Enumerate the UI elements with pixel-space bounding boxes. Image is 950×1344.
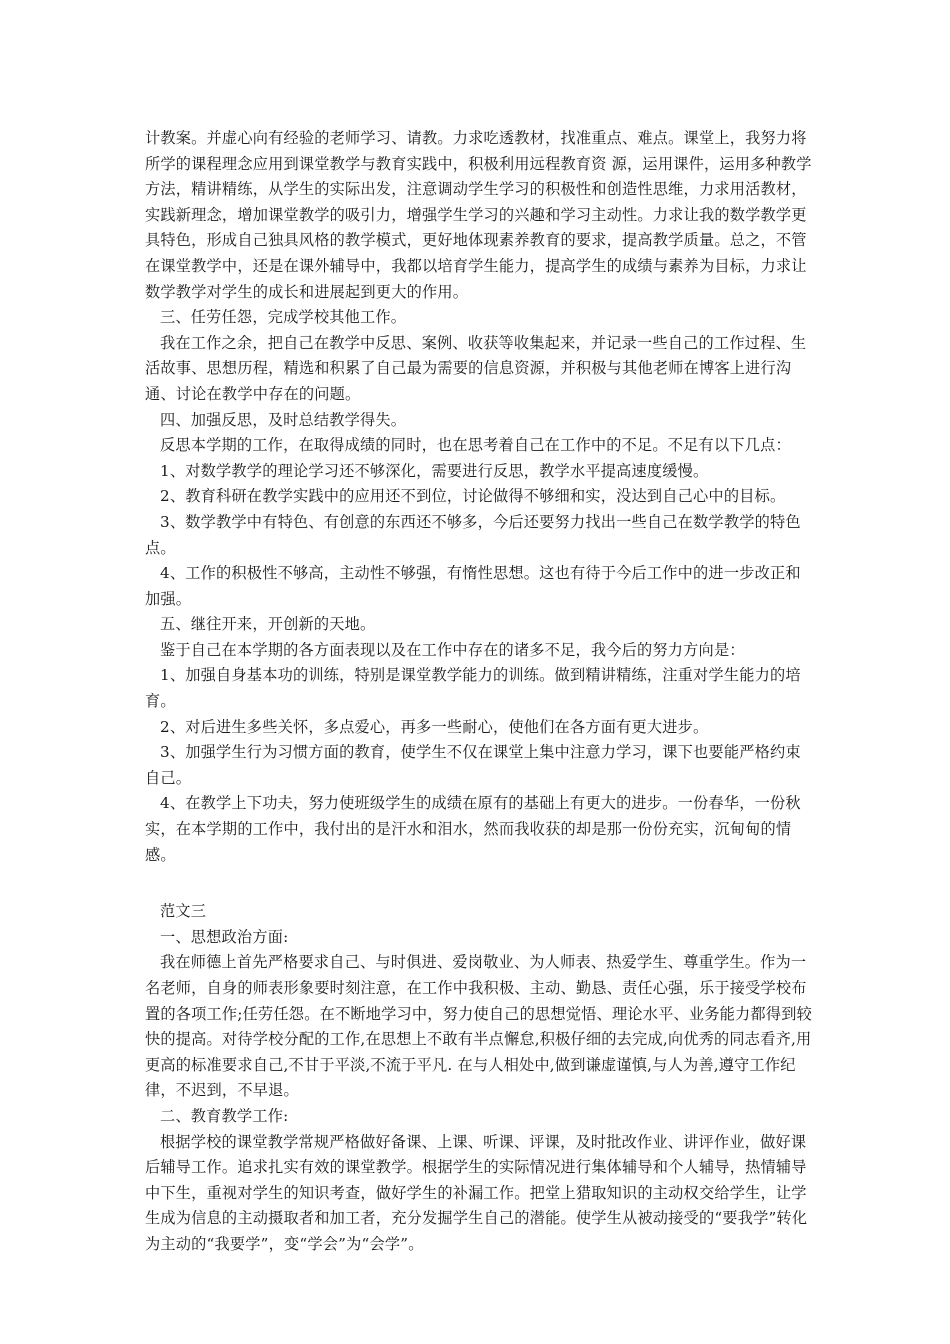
- paragraph: 我在工作之余，把自己在教学中反思、案例、收获等收集起来，并记录一些自己的工作过程、生活故事、思想历程，精选和积累了自己最为需要的信息资源，并积极与其他老师在博客上进行沟通、讨论在教学中存在的问题。: [145, 333, 807, 403]
- list-item: 1、加强自身基本功的训练，特别是课堂教学能力的训练。做到精讲精练，注重对学生能力的培育。: [145, 666, 801, 711]
- paragraph: 鉴于自己在本学期的各方面表现以及在工作中存在的诸多不足，我今后的努力方向是：: [160, 640, 745, 659]
- list-item: 3、数学教学中有特色、有创意的东西还不够多，今后还要努力找出一些自己在数学教学的特色点。: [145, 512, 801, 557]
- paragraph: 根据学校的课堂教学常规严格做好备课、上课、听课、评课，及时批改作业、讲评作业，做好课后辅导工作。追求扎实有效的课堂教学。根据学生的实际情况进行集体辅导和个人辅导，热情辅导中下生，重视对学生的知识考查，做好学生的补漏工作。把堂上猎取知识的主动权交给学生，让学生成为信息的主动摄取者和加工者，充分发掘学生自己的潜能。使学生从被动接受的“要我学”转化为主动的“我要学”，变“学会”为“会学”。: [145, 1132, 808, 1253]
- section-spacer: [145, 868, 815, 899]
- document-title: 范文三: [160, 902, 207, 921]
- list-item: 3、加强学生行为习惯方面的教育，使学生不仅在课堂上集中注意力学习，课下也要能严格约束自己。: [145, 743, 801, 787]
- list-item: 2、对后进生多些关怀，多点爱心，再多一些耐心，使他们在各方面有更大进步。: [160, 717, 709, 736]
- paragraph: 计教案。并虚心向有经验的老师学习、请教。力求吃透教材，找准重点、难点。课堂上，我努力将所学的课程理念应用到课堂教学与教育实践中，积极利用远程教育资 源，运用课件，运用多种教学方法，精讲精练，从学生的实际出发，注意调动学生学习的积极性和创造性思维，力求用活教材，实践新理念，增加课堂教学的吸引力，增强学生学习的兴趣和学习主动性。力求让我的数学教学更具特色，形成自己独具风格的教学模式，更好地体现素养教育的要求，提高教学质量。总之，不管在课堂教学中，还是在课外辅导中，我都以培育学生能力，提高学生的成绩与素养为目标，力求让数学教学对学生的成长和进展起到更大的作用。: [145, 129, 812, 301]
- document-body: [145, 126, 815, 1258]
- list-item: 2、教育科研在教学实践中的应用还不到位，讨论做得不够细和实，没达到自己心中的目标。: [160, 487, 786, 506]
- section-heading: 二、教育教学工作:: [160, 1106, 289, 1125]
- list-item: 4、工作的积极性不够高，主动性不够强，有惰性思想。这也有待于今后工作中的进一步改正和加强。: [145, 564, 801, 608]
- list-item: 4、在教学上下功夫，努力使班级学生的成绩在原有的基础上有更大的进步。一份春华，一份秋实，在本学期的工作中，我付出的是汗水和泪水，然而我收获的却是那一份份充实，沉甸甸的情感。: [145, 794, 801, 864]
- list-item: 1、对数学教学的理论学习还不够深化，需要进行反思，教学水平提高速度缓慢。: [160, 461, 709, 480]
- section-heading: 三、任劳任怨，完成学校其他工作。: [160, 308, 407, 327]
- section-heading: 四、加强反思，及时总结教学得失。: [160, 410, 407, 429]
- section-heading: 五、继往开来，开创新的天地。: [160, 615, 376, 634]
- section-heading: 一、思想政治方面:: [160, 927, 289, 946]
- paragraph: 我在师德上首先严格要求自己、与时俱进、爱岗敬业、为人师表、热爱学生、尊重学生。作为一名老师，自身的师表形象要时刻注意，在工作中我积极、主动、勤恳、责任心强，乐于接受学校布置的各项工作;任劳任怨。在不断地学习中，努力使自己的思想觉悟、理论水平、业务能力都得到较快的提高。对待学校分配的工作,在思想上不敢有半点懈怠,积极仔细的去完成,向优秀的同志看齐,用更高的标准要求自己,不甘于平淡,不流于平凡. 在与人相处中,做到谦虚谨慎,与人为善,遵守工作纪律，不迟到，不早退。: [145, 953, 812, 1100]
- paragraph: 反思本学期的工作，在取得成绩的同时，也在思考着自己在工作中的不足。不足有以下几点：: [160, 436, 791, 455]
